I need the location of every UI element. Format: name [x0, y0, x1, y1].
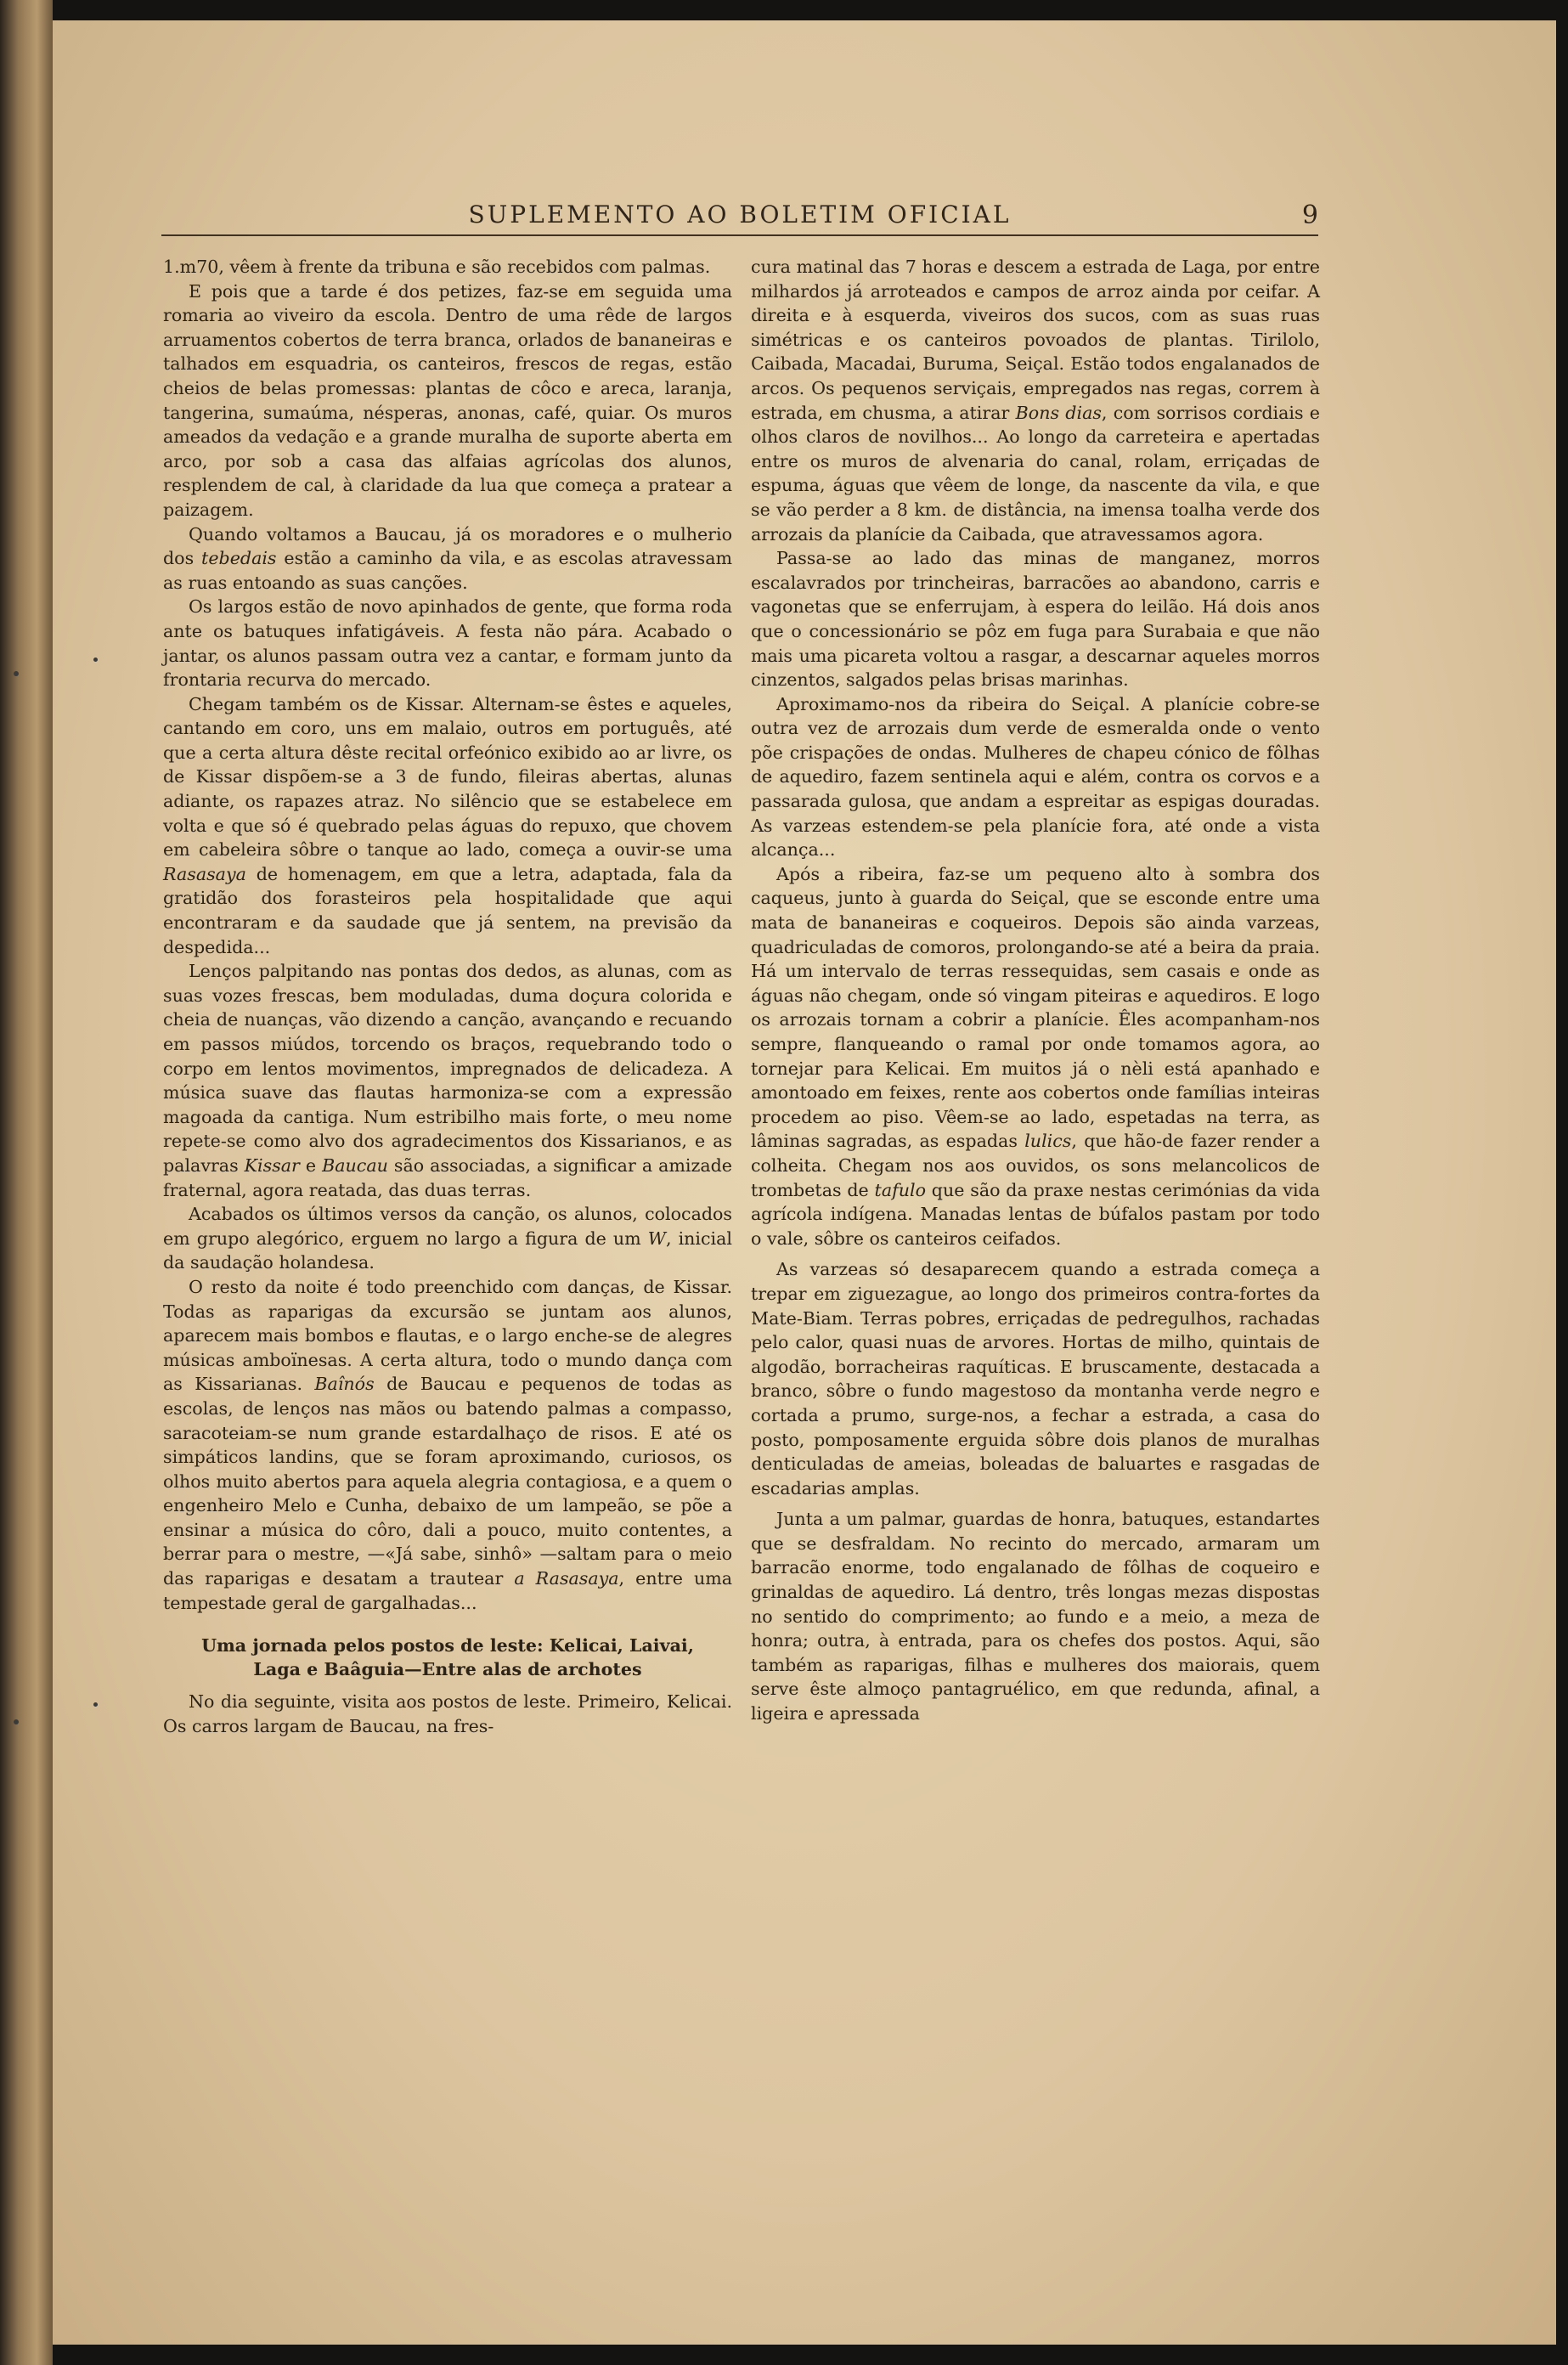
text-run: estão a caminho da vila, e as escolas atravessam as ruas entoando as suas canções. [163, 548, 733, 593]
italic-term: tafulo [874, 1179, 926, 1200]
margin-mark [14, 1719, 19, 1724]
italic-term: Bons dias [1015, 402, 1102, 423]
page-number: 9 [1301, 200, 1318, 230]
paragraph [163, 692, 732, 960]
italic-term: a Rasasaya [514, 1568, 619, 1589]
paragraph: As varzeas só desaparecem quando a estrada começa a trepar em ziguezague, ao longo dos primeiros contra-fortes da Mate-Biam. Terras pobres, erriçadas de pedregulhos, rachadas pelo calor, quasi nuas de arvores. Hortas de milho, quintais de algodão, borracheiras raquíticas. E bruscamente, destacada a branco, sôbre o fundo magestoso da montanha verde negro e cortada a prumo, surge-nos, a fechar a estrada, a casa do posto, pomposamente erguida sôbre dois planos de muralhas denticuladas de ameias, boleadas de baluartes e rasgadas de escadarias amplas. [751, 1259, 1320, 1499]
right-column [751, 255, 1320, 1726]
italic-term: lulics [1024, 1131, 1072, 1152]
text-run: , com sorrisos cordiais e olhos claros de novilhos... Ao longo da carreteira e apertadas entre os muros de alvenaria do canal, rolam, erriçadas de espuma, águas que vêem de longe, da nascente da vila, e que se vão perder a 8 km. de distância, na imensa toalha verde dos arrozais da planície da Caibada, que atravessamos agora. [751, 402, 1320, 545]
paragraph: Aproximamo-nos da ribeira do Seiçal. A planície cobre-se outra vez de arrozais dum verde de esmeralda onde o vento põe crispações de ondas. Mulheres de chapeu cónico de fôlhas de aquediro, fazem sentinela aqui e além, contra os corvos e a passarada gulosa, que andam a espreitar as espigas douradas. As varzeas estendem-se pela planície fora, até onde a vista alcança... [751, 693, 1320, 861]
paragraph: E pois que a tarde é dos petizes, faz-se em seguida uma romaria ao viveiro da escola. Dentro de uma rêde de largos arruamentos cobertos de terra branca, orlados de bananeiras e talhados em esquadria, os canteiros, frescos de regas, estão cheios de belas promessas: plantas de côco e areca, laranja, tangerina, sumaúma, nésperas, anonas, café, quiar. Os muros ameados da vedação e a grande muralha de suporte aberta em arco, por sob a casa das alfaias agrícolas dos alunos, resplendem de cal, à claridade da lua que começa a pratear a paizagem. [163, 280, 732, 520]
paragraph: Junta a um palmar, guardas de honra, batuques, estandartes que se desfraldam. No recinto do mercado, armaram um barracão enorme, todo engalanado de fôlhas de coqueiro e grinaldas de aquediro. Lá dentro, três longas mezas dispostas no sentido do comprimento; ao fundo e a meio, a meza de honra; outra, à entrada, para os chefes dos postos. Aqui, são também as raparigas, filhas e mulheres dos maiorais, quem serve êste almoço pantagruélico, em que redunda, afinal, a ligeira e apressada [751, 1509, 1320, 1724]
page-header [161, 200, 1318, 236]
text-run: Acabados os últimos versos da canção, os alunos, colocados em grupo alegórico, erguem no largo a figura de um [163, 1204, 732, 1249]
text-run: O resto da noite é todo preenchido com danças, de Kissar. Todas as raparigas da excursão se juntam aos alunos, aparecem mais bombos e flautas, e o largo enche-se de alegres músicas amboïnesas. A certa altura, todo o mundo dança com as Kissarianas. [163, 1276, 732, 1395]
text-run: Chegam também os de Kissar. Alternam-se êstes e aqueles, cantando em coro, uns em malaio, outros em português, até que a certa altura dêste recital orfeónico exibido ao ar livre, os de Kissar dispõem-se a 3 de fundo, fileiras abertas, alunas adiante, os rapazes atraz. No silêncio que se estabelece em volta e que só é quebrado pelas águas do repuxo, que chovem em cabeleira sôbre o tanque ao lado, começa a ouvir-se uma [163, 693, 732, 861]
paragraph: 1.m70, vêem à frente da tribuna e são recebidos com palmas. [163, 257, 711, 277]
text-run: e [299, 1154, 323, 1176]
italic-term: W [647, 1228, 666, 1249]
section-subheading: Uma jornada pelos postos de leste: Kelicai, Laivai, Laga e Baâguia—Entre alas de archotes [201, 1635, 694, 1680]
text-run: , entre uma tempestade geral de gargalhadas... [163, 1568, 733, 1613]
paragraph [163, 959, 732, 1202]
paragraph [163, 522, 732, 595]
paragraph: Os largos estão de novo apinhados de gente, que forma roda ante os batuques infatigáveis. A festa não pára. Acabado o jantar, os alunos passam outra vez a cantar, e formam junto da frontaria recurva do mercado. [163, 596, 732, 691]
text-run: de homenagem, em que a letra, adaptada, fala da gratidão dos forasteiros pela hospitalidade que aqui encontraram e da saudade que já sentem, na previsão da despedida... [163, 863, 732, 957]
italic-term: Baînós [314, 1374, 375, 1395]
text-run: de Baucau e pequenos de todas as escolas, de lenços nas mãos ou batendo palmas a compasso, saracoteiam-se num grande estardalhaço de risos. E até os simpáticos landins, que se foram aproximando, curiosos, os olhos muito abertos para aquela alegria contagiosa, e a quem o engenheiro Melo e Cunha, debaixo de um lampeão, se põe a ensinar a música do côro, dali a pouco, muito contentes, a berrar para o mestre, —«Já sabe, sinhô» —saltam para o meio das raparigas e desatam a trautear [163, 1374, 732, 1589]
text-run: , que hão-de fazer render a colheita. Chegam nos aos ouvidos, os sons melancolicos de trombetas de [751, 1131, 1320, 1200]
italic-term: tebedais [201, 548, 277, 569]
text-run: Quando voltamos a Baucau, já os moradores e o mulherio dos [163, 523, 732, 569]
margin-mark [93, 658, 98, 662]
text-run: são associadas, a significar a amizade fraternal, agora reatada, das duas terras. [163, 1154, 732, 1200]
paragraph: No dia seguinte, visita aos postos de leste. Primeiro, Kelicai. Os carros largam de Baucau, na fres- [163, 1691, 732, 1736]
book-spine-edge [0, 0, 53, 2365]
paragraph [751, 255, 1320, 546]
paragraph [163, 1202, 732, 1275]
text-run: que são da praxe nestas cerimónias da vida agrícola indígena. Manadas lentas de búfalos pastam por todo o vale, sôbre os canteiros ceifados. [751, 1179, 1320, 1249]
running-head: SUPLEMENTO AO BOLETIM OFICIAL [468, 200, 1012, 229]
text-run: , inicial da saudação holandesa. [163, 1228, 732, 1273]
italic-term: Rasasaya [163, 863, 246, 884]
text-run: Após a ribeira, faz-se um pequeno alto à sombra dos caqueus, junto à guarda do Seiçal, que se esconde entre uma mata de bananeiras e coqueiros. Depois são ainda varzeas, quadriculadas de comoros, prolongando-se até a beira da praia. Há um intervalo de terras ressequidas, sem casais e onde as águas não chegam, onde só vingam piteiras e aquediros. E logo os arrozais tornam a cobrir a planície. Êles acompanham-nos sempre, flanqueando o ramal por onde tomamos agora, ao tornejar para Kelicai. Em muitos já o nèli está apanhado e amontoado em feixes, rente aos cobertos onde famílias inteiras procedem ao piso. Vêem-se ao lado, espetadas na terra, as lâminas sagradas, as espadas [751, 863, 1320, 1152]
text-run: Lenços palpitando nas pontas dos dedos, as alunas, com as suas vozes frescas, bem moduladas, duma doçura colorida e cheia de nuanças, vão dizendo a canção, avançando e recuando em passos miúdos, torcendo os braços, requebrando todo o corpo em lentos movimentos, impregnados de delicadeza. A música suave das flautas harmoniza-se com a expressão magoada da cantiga. Num estribilho mais forte, o meu nome repete-se como alvo dos agradecimentos dos Kissarianos, e as palavras [163, 961, 732, 1176]
italic-term: Kissar [244, 1154, 300, 1176]
paragraph [751, 862, 1320, 1251]
margin-mark [93, 1702, 98, 1707]
paragraph: Passa-se ao lado das minas de manganez, morros escalavrados por trincheiras, barracões ao abandono, carris e vagonetas que se enferrujam, à espera do leilão. Há dois anos que o concessionário se pôz em fuga para Surabaia e que não mais uma picareta voltou a rasgar, a descarnar aqueles morros cinzentos, salgados pelas brisas marinhas. [751, 548, 1320, 691]
text-run: cura matinal das 7 horas e descem a estrada de Laga, por entre milhardos já arroteados e campos de arroz ainda por ceifar. A direita e à esquerda, viveiros dos sucos, com as suas ruas simétricas e os canteiros povoados de plantas. Tirilolo, Caibada, Macadai, Buruma, Seiçal. Estão todos engalanados de arcos. Os pequenos serviçais, empregados nas regas, correm à estrada, em chusma, a atirar [751, 257, 1320, 423]
paragraph [163, 1275, 732, 1615]
left-column [163, 255, 732, 1738]
italic-term: Baucau [322, 1154, 388, 1176]
margin-mark [14, 671, 19, 676]
